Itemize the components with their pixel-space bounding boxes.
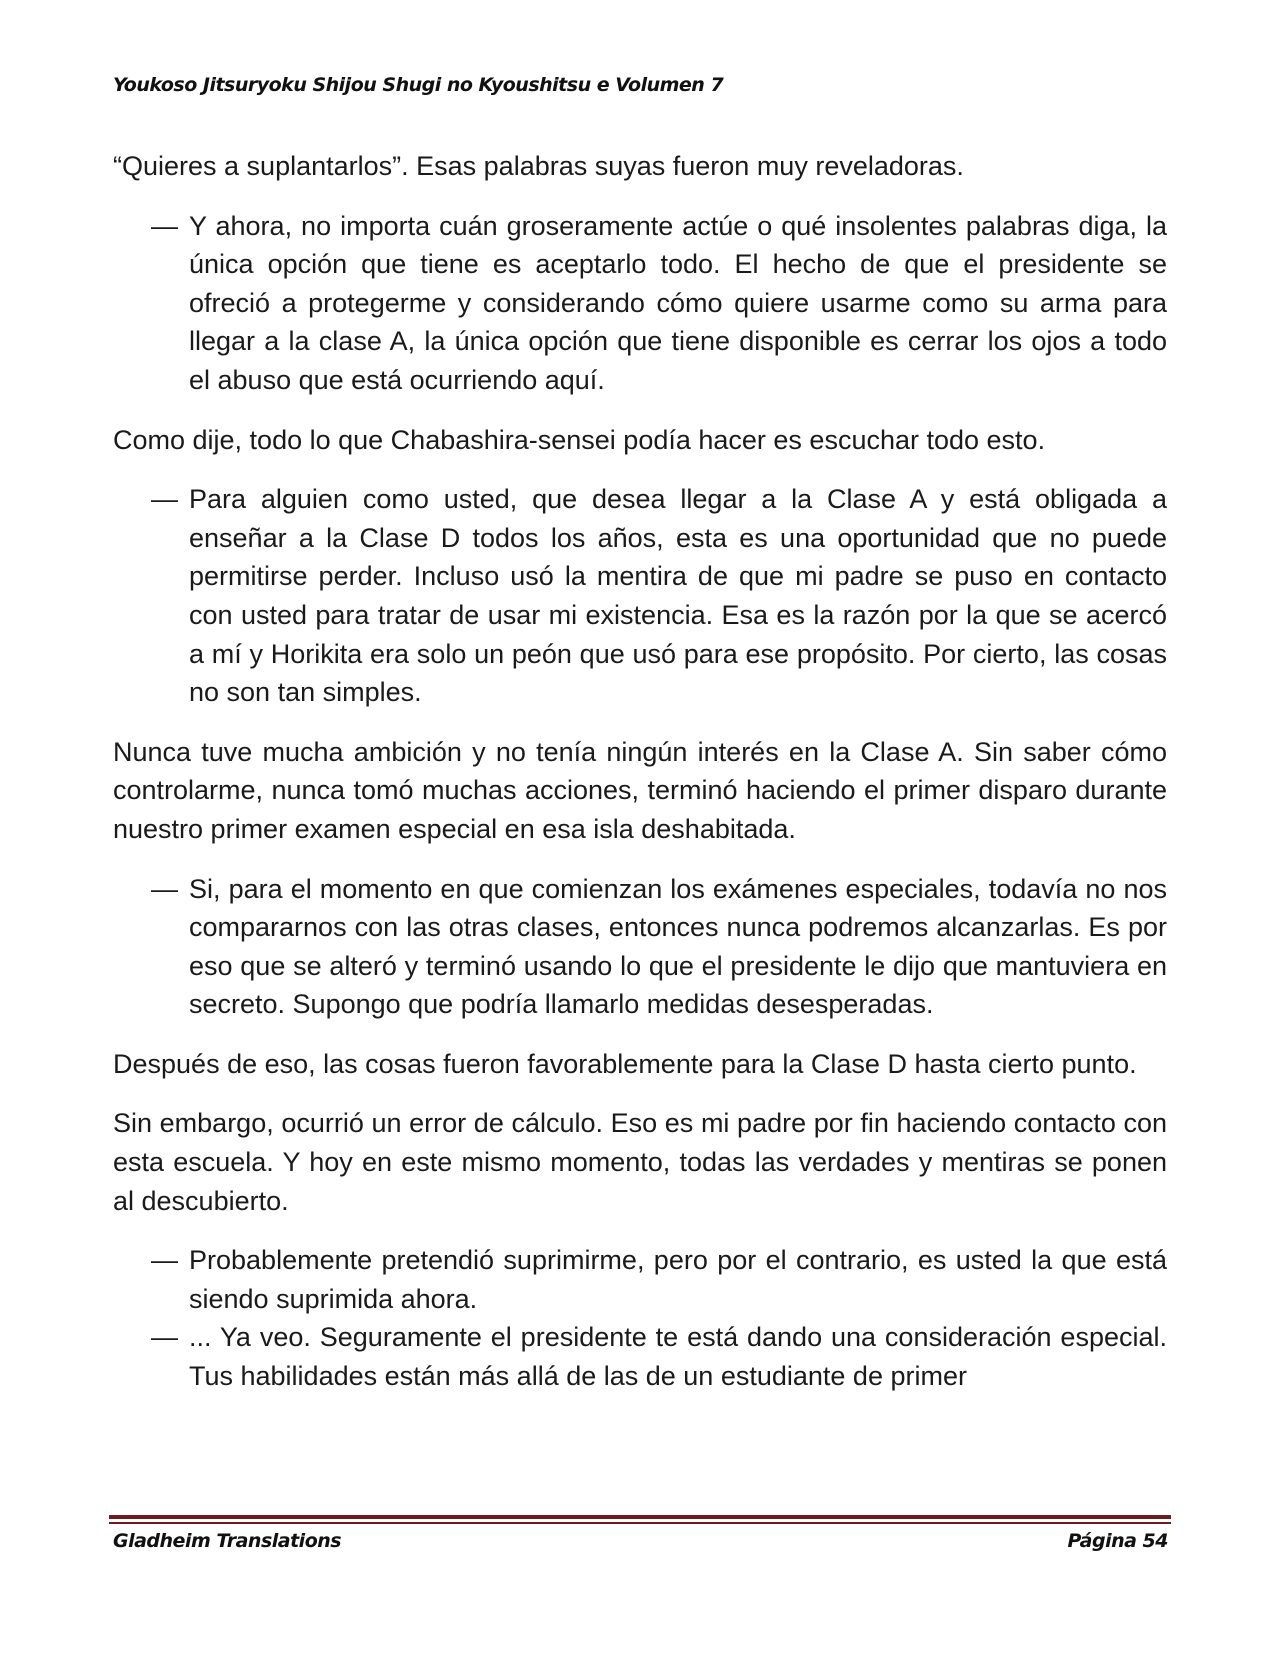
dialogue-text: Para alguien como usted, que desea llegar a la Clase A y está obligada a enseñar a la Clase D todos los años, esta es una oportunidad que no puede permitirse perder. Incluso usó la mentira de que mi padre se puso en contacto con usted para tratar de usar mi existencia. Esa es la razón por la que se acercó a mí y Horikita era solo un peón que usó para ese propósito. Por cierto, las cosas no son tan simples. bbox=[189, 484, 1167, 708]
dialogue-dash: — bbox=[151, 1245, 178, 1276]
dialogue-line bbox=[151, 207, 1167, 400]
dialogue-dash: — bbox=[151, 1322, 178, 1353]
running-header-title: Youkoso Jitsuryoku Shijou Shugi no Kyoushitsu e Volumen 7 bbox=[113, 74, 724, 96]
dialogue-text: ... Ya veo. Seguramente el presidente te está dando una consideración especial. Tus habilidades están más allá de las de un estudiante de primer bbox=[189, 1322, 1167, 1392]
footer-divider-thin bbox=[109, 1522, 1171, 1524]
dialogue-dash: — bbox=[151, 210, 178, 241]
page-body bbox=[113, 147, 1167, 1396]
footer-translator-credit: Gladheim Translations bbox=[113, 1530, 342, 1552]
dialogue-line bbox=[151, 870, 1167, 1024]
dialogue-dash: — bbox=[151, 484, 178, 515]
dialogue-text: Probablemente pretendió suprimirme, pero por el contrario, es usted la que está siendo suprimida ahora. bbox=[189, 1245, 1167, 1314]
dialogue-line bbox=[151, 1318, 1167, 1395]
dialogue-line bbox=[151, 1241, 1167, 1318]
dialogue-text: Si, para el momento en que comienzan los exámenes especiales, todavía no nos compararnos con las otras clases, entonces nunca podremos alcanzarlas. Es por eso que se alteró y terminó usando lo que el presidente le dijo que mantuviera en secreto. Supongo que podría llamarlo medidas desesperadas. bbox=[189, 873, 1167, 1020]
narration-paragraph: Nunca tuve mucha ambición y no tenía ningún interés en la Clase A. Sin saber cómo controlarme, nunca tomó muchas acciones, terminó haciendo el primer disparo durante nuestro primer examen especial en esa isla deshabitada. bbox=[113, 736, 1167, 844]
footer-divider-thick bbox=[109, 1515, 1171, 1519]
dialogue-text: Y ahora, no importa cuán groseramente actúe o qué insolentes palabras diga, la única opción que tiene es aceptarlo todo. El hecho de que el presidente se ofreció a protegerme y considerando cómo quiere usarme como su arma para llegar a la clase A, la única opción que tiene disponible es cerrar los ojos a todo el abuso que está ocurriendo aquí. bbox=[189, 210, 1167, 395]
narration-paragraph: Sin embargo, ocurrió un error de cálculo. Eso es mi padre por fin haciendo contacto con esta escuela. Y hoy en este mismo momento, todas las verdades y mentiras se ponen al descubierto. bbox=[113, 1108, 1167, 1216]
narration-paragraph: “Quieres a suplantarlos”. Esas palabras suyas fueron muy reveladoras. bbox=[113, 151, 964, 181]
dialogue-dash: — bbox=[151, 873, 178, 904]
footer-page-number: Página 54 bbox=[1067, 1530, 1168, 1552]
narration-paragraph: Como dije, todo lo que Chabashira-sensei podía hacer es escuchar todo esto. bbox=[113, 424, 1046, 455]
dialogue-line bbox=[151, 480, 1167, 712]
narration-paragraph: Después de eso, las cosas fueron favorablemente para la Clase D hasta cierto punto. bbox=[113, 1048, 1137, 1079]
